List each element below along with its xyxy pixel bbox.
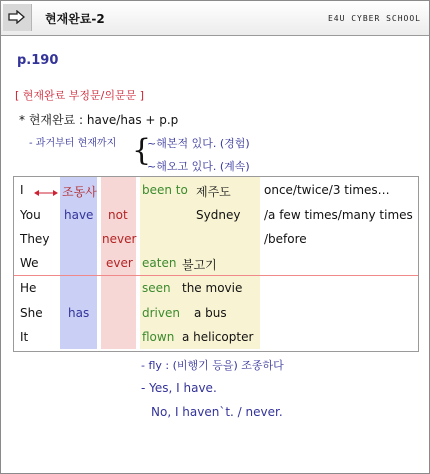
table-cell-verb: eaten: [142, 256, 177, 270]
row-divider: [14, 275, 418, 276]
note-yes: - Yes, I have.: [141, 381, 217, 395]
aux-column: [60, 177, 97, 349]
definition-text: 현재완료 : have/has + p.p: [28, 113, 179, 127]
table-cell-negation: ever: [106, 256, 133, 270]
table-cell-object: 불고기: [182, 258, 217, 272]
table-cell-time: once/twice/3 times…: [264, 183, 390, 197]
school-name: E4U CYBER SCHOOL: [327, 14, 421, 23]
table-cell-subject: She: [20, 306, 43, 320]
section-title: [ 현재완료 부정문/의문문 ]: [15, 89, 145, 102]
table-cell-aux: have: [64, 208, 94, 222]
table-cell-subject: We: [20, 256, 39, 270]
note-no: No, I haven`t. / never.: [151, 405, 283, 419]
table-cell-verb: been to: [142, 183, 188, 197]
arrow-right-icon: [3, 4, 32, 31]
page-number: p.190: [17, 53, 59, 68]
table-cell-subject: They: [20, 232, 50, 246]
double-arrow-icon: [33, 189, 59, 197]
table-cell-verb: flown: [142, 330, 175, 344]
table-cell-subject: He: [20, 281, 37, 295]
table-cell-aux: 조동사: [62, 185, 97, 199]
table-cell-object: Sydney: [196, 208, 241, 222]
lesson-title: 현재완료-2: [45, 12, 105, 26]
table-cell-verb: seen: [142, 281, 171, 295]
grammar-table: [13, 176, 419, 352]
table-cell-object: 제주도: [196, 185, 231, 199]
note-fly: - fly : (비행기 등을) 조종하다: [141, 359, 284, 372]
table-cell-object: a helicopter: [182, 330, 254, 344]
table-cell-subject: It: [20, 330, 29, 344]
table-cell-object: a bus: [194, 306, 227, 320]
table-cell-time: /before: [264, 232, 307, 246]
table-cell-object: the movie: [182, 281, 243, 295]
definition-line: [19, 111, 178, 128]
meaning-continuation: ~해오고 있다. (계속): [147, 160, 250, 173]
lesson-header: [1, 1, 429, 36]
bullet: *: [19, 113, 25, 127]
brace: {: [132, 133, 152, 168]
meaning-lead: - 과거부터 현재까지: [29, 138, 117, 149]
table-cell-negation: never: [102, 232, 137, 246]
table-cell-negation: not: [108, 208, 128, 222]
table-cell-verb: driven: [142, 306, 180, 320]
table-cell-aux: has: [68, 306, 90, 320]
table-cell-time: /a few times/many times: [264, 208, 413, 222]
meaning-experience: ~해본적 있다. (경험): [147, 137, 250, 150]
table-cell-subject: You: [20, 208, 41, 222]
table-cell-subject: I: [20, 183, 24, 197]
